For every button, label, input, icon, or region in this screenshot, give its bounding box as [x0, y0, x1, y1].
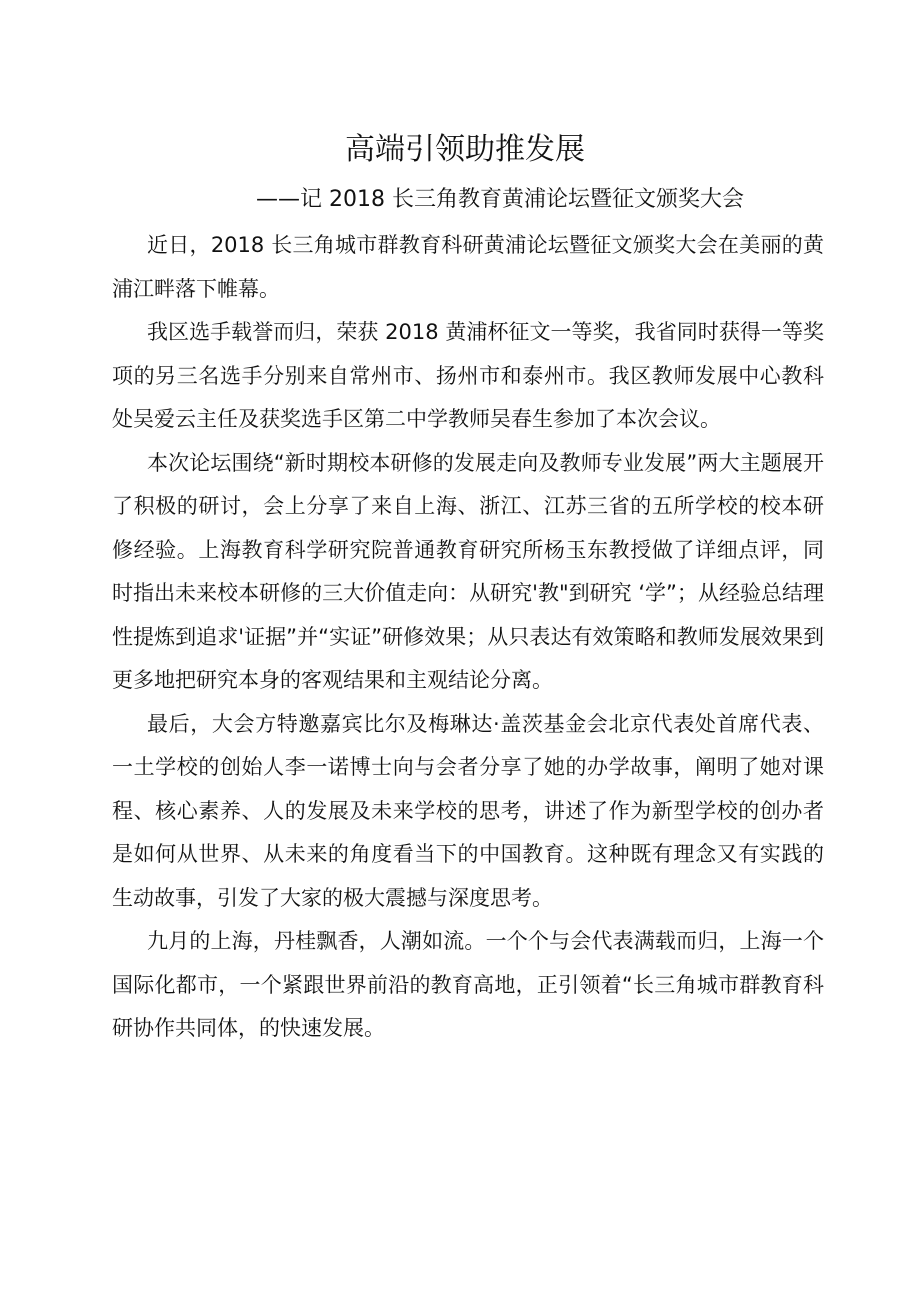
paragraph-2: 我区选手载誉而归，荣获 2018 黄浦杯征文一等奖，我省同时获得一等奖项的另三名选手分别来自常州市、扬州市和泰州市。我区教师发展中心教科处吴爱云主任及获奖选手区第二中学教师吴春生参加了本次会议。 — [112, 320, 824, 431]
paragraph-1: 近日，2018 长三角城市群教育科研黄浦论坛暨征文颁奖大会在美丽的黄浦江畔落下帷幕。 — [112, 233, 824, 301]
paragraph-5: 九月的上海，丹桂飘香，人潮如流。一个个与会代表满载而归，上海一个国际化都市，一个紧跟世界前沿的教育高地，正引领着“长三角城市群教育科研协作共同体，的快速发展。 — [112, 929, 824, 1040]
paragraph-3: 本次论坛围绕“新时期校本研修的发展走向及教师专业发展”两大主题展开了积极的研讨，会上分享了来自上海、浙江、江苏三省的五所学校的校本研修经验。上海教育科学研究院普通教育研究所杨玉东教授做了详细点评，同时指出未来校本研修的三大价值走向：从研究'教"到研究 ‘学”；从经验总结理性提炼到追求'证据”并“实证”研修效果；从只表达有效策略和教师发展效果到更多地把研究本身的客观结果和主观结论分离。 — [112, 450, 824, 692]
document-body — [112, 224, 824, 1051]
document-subtitle: ——记 2018 长三角教育黄浦论坛暨征文颁奖大会 — [256, 187, 744, 212]
document-title: 高端引领助推发展 — [345, 132, 585, 167]
paragraph-4: 最后，大会方特邀嘉宾比尔及梅琳达·盖茨基金会北京代表处首席代表、一土学校的创始人李一诺博士向与会者分享了她的办学故事，阐明了她对课程、核心素养、人的发展及未来学校的思考，讲述了作为新型学校的创办者是如何从世界、从未来的角度看当下的中国教育。这种既有理念又有实践的生动故事，引发了大家的极大震撼与深度思考。 — [112, 711, 824, 910]
